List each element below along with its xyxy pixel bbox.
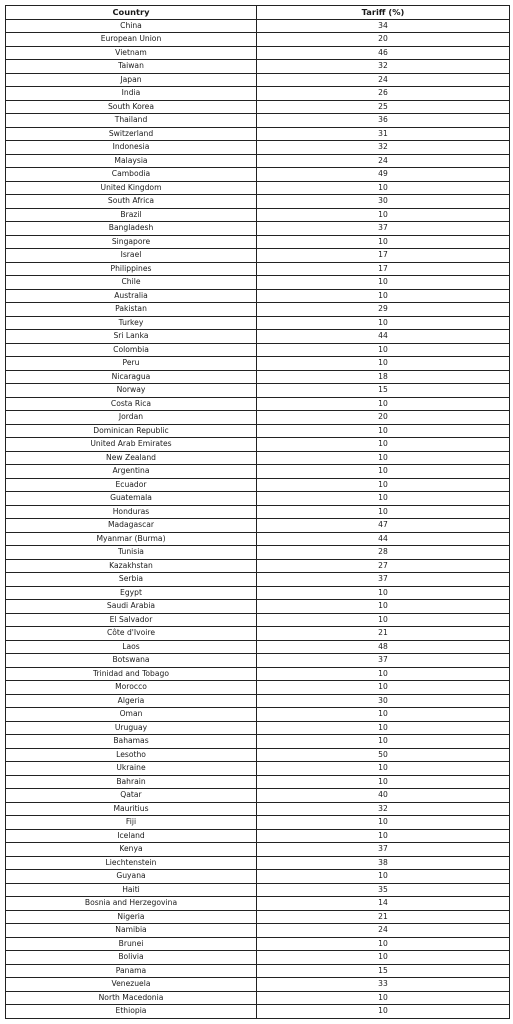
country-cell: Fiji [6,816,257,830]
table-row [6,532,510,546]
country-cell: Ukraine [6,762,257,776]
table-row [6,667,510,681]
country-cell: Mauritius [6,802,257,816]
table-row [6,451,510,465]
tariff-cell: 15 [257,384,510,398]
country-cell: Chile [6,276,257,290]
table-row [6,492,510,506]
tariff-cell: 10 [257,181,510,195]
tariff-cell: 29 [257,303,510,317]
table-row [6,829,510,843]
tariff-cell: 47 [257,519,510,533]
table-row [6,721,510,735]
tariff-cell: 17 [257,262,510,276]
tariff-cell: 28 [257,546,510,560]
country-cell: Thailand [6,114,257,128]
tariff-cell: 10 [257,816,510,830]
tariff-cell: 10 [257,235,510,249]
table-row [6,303,510,317]
table-header [6,6,510,20]
table-row [6,154,510,168]
country-cell: Kazakhstan [6,559,257,573]
country-cell: Japan [6,73,257,87]
tariff-cell: 20 [257,411,510,425]
tariff-cell: 40 [257,789,510,803]
table-row [6,249,510,263]
country-cell: Bangladesh [6,222,257,236]
country-cell: Turkey [6,316,257,330]
tariff-cell: 10 [257,343,510,357]
table-row [6,897,510,911]
country-cell: Morocco [6,681,257,695]
table-row [6,600,510,614]
tariff-cell: 10 [257,951,510,965]
table-row [6,856,510,870]
country-cell: Trinidad and Tobago [6,667,257,681]
country-cell: China [6,19,257,33]
tariff-cell: 20 [257,33,510,47]
tariff-cell: 10 [257,991,510,1005]
tariff-cell: 26 [257,87,510,101]
tariff-table [5,5,510,1019]
tariff-cell: 30 [257,195,510,209]
country-cell: Costa Rica [6,397,257,411]
table-row [6,1005,510,1019]
country-cell: Botswana [6,654,257,668]
table-row [6,910,510,924]
table-row [6,330,510,344]
country-cell: Peru [6,357,257,371]
country-cell: Malaysia [6,154,257,168]
table-row [6,276,510,290]
country-cell: New Zealand [6,451,257,465]
country-cell: Haiti [6,883,257,897]
tariff-cell: 10 [257,438,510,452]
table-row [6,19,510,33]
country-cell: Qatar [6,789,257,803]
header-row [6,6,510,20]
tariff-cell: 10 [257,1005,510,1019]
tariff-cell: 10 [257,397,510,411]
tariff-cell: 18 [257,370,510,384]
table-row [6,370,510,384]
tariff-cell: 10 [257,667,510,681]
tariff-cell: 10 [257,613,510,627]
tariff-cell: 30 [257,694,510,708]
tariff-cell: 32 [257,60,510,74]
country-cell: Madagascar [6,519,257,533]
table-row [6,424,510,438]
country-cell: Argentina [6,465,257,479]
country-cell: Nigeria [6,910,257,924]
tariff-cell: 10 [257,829,510,843]
country-cell: Nicaragua [6,370,257,384]
country-cell: United Kingdom [6,181,257,195]
table-row [6,978,510,992]
table-row [6,654,510,668]
table-row [6,505,510,519]
table-row [6,775,510,789]
table-row [6,586,510,600]
country-cell: Uruguay [6,721,257,735]
tariff-cell: 24 [257,154,510,168]
country-cell: Serbia [6,573,257,587]
country-cell: Venezuela [6,978,257,992]
table-row [6,316,510,330]
tariff-cell: 10 [257,276,510,290]
table-row [6,735,510,749]
table-row [6,613,510,627]
tariff-cell: 10 [257,870,510,884]
tariff-cell: 10 [257,208,510,222]
table-row [6,559,510,573]
country-cell: Dominican Republic [6,424,257,438]
table-row [6,343,510,357]
country-cell: Bosnia and Herzegovina [6,897,257,911]
tariff-cell: 31 [257,127,510,141]
country-cell: Brunei [6,937,257,951]
table-row [6,681,510,695]
table-row [6,694,510,708]
tariff-cell: 10 [257,708,510,722]
table-row [6,100,510,114]
tariff-cell: 10 [257,478,510,492]
country-cell: European Union [6,33,257,47]
table-row [6,627,510,641]
country-cell: Jordan [6,411,257,425]
tariff-cell: 38 [257,856,510,870]
country-cell: Saudi Arabia [6,600,257,614]
table-row [6,519,510,533]
table-row [6,46,510,60]
tariff-cell: 10 [257,937,510,951]
table-row [6,802,510,816]
tariff-cell: 10 [257,451,510,465]
tariff-cell: 25 [257,100,510,114]
tariff-cell: 10 [257,681,510,695]
country-cell: Pakistan [6,303,257,317]
country-cell: Sri Lanka [6,330,257,344]
tariff-cell: 24 [257,924,510,938]
tariff-cell: 37 [257,573,510,587]
table-row [6,883,510,897]
tariff-cell: 10 [257,586,510,600]
country-cell: Oman [6,708,257,722]
country-cell: Kenya [6,843,257,857]
country-cell: India [6,87,257,101]
tariff-cell: 10 [257,505,510,519]
tariff-cell: 10 [257,316,510,330]
table-row [6,235,510,249]
table-row [6,60,510,74]
table-row [6,762,510,776]
country-cell: Bahamas [6,735,257,749]
tariff-cell: 10 [257,735,510,749]
country-cell: Myanmar (Burma) [6,532,257,546]
country-cell: Bahrain [6,775,257,789]
table-row [6,289,510,303]
tariff-cell: 35 [257,883,510,897]
country-cell: Panama [6,964,257,978]
country-cell: Bolivia [6,951,257,965]
table-row [6,789,510,803]
header-tariff: Tariff (%) [257,6,510,20]
tariff-table-container [5,5,509,1019]
tariff-cell: 10 [257,762,510,776]
table-row [6,937,510,951]
tariff-cell: 48 [257,640,510,654]
country-cell: Egypt [6,586,257,600]
table-row [6,181,510,195]
tariff-cell: 10 [257,775,510,789]
header-country: Country [6,6,257,20]
tariff-cell: 10 [257,600,510,614]
table-row [6,573,510,587]
country-cell: Philippines [6,262,257,276]
table-row [6,222,510,236]
country-cell: El Salvador [6,613,257,627]
tariff-cell: 10 [257,465,510,479]
tariff-cell: 14 [257,897,510,911]
tariff-cell: 17 [257,249,510,263]
country-cell: Israel [6,249,257,263]
tariff-cell: 32 [257,802,510,816]
tariff-cell: 10 [257,492,510,506]
table-row [6,73,510,87]
tariff-cell: 33 [257,978,510,992]
table-row [6,87,510,101]
table-row [6,397,510,411]
country-cell: South Korea [6,100,257,114]
country-cell: Honduras [6,505,257,519]
country-cell: Colombia [6,343,257,357]
table-row [6,465,510,479]
country-cell: Namibia [6,924,257,938]
tariff-cell: 24 [257,73,510,87]
country-cell: Guyana [6,870,257,884]
tariff-cell: 15 [257,964,510,978]
table-row [6,964,510,978]
tariff-cell: 37 [257,654,510,668]
tariff-cell: 10 [257,357,510,371]
country-cell: Algeria [6,694,257,708]
table-row [6,843,510,857]
table-row [6,195,510,209]
table-row [6,870,510,884]
country-cell: Cambodia [6,168,257,182]
table-row [6,816,510,830]
table-row [6,262,510,276]
country-cell: Tunisia [6,546,257,560]
tariff-cell: 21 [257,627,510,641]
country-cell: Ecuador [6,478,257,492]
table-row [6,708,510,722]
country-cell: Singapore [6,235,257,249]
table-row [6,208,510,222]
table-row [6,127,510,141]
country-cell: Brazil [6,208,257,222]
table-row [6,951,510,965]
table-row [6,546,510,560]
tariff-cell: 21 [257,910,510,924]
tariff-cell: 34 [257,19,510,33]
tariff-cell: 36 [257,114,510,128]
country-cell: Ethiopia [6,1005,257,1019]
country-cell: Liechtenstein [6,856,257,870]
country-cell: Norway [6,384,257,398]
table-row [6,357,510,371]
table-row [6,33,510,47]
table-row [6,141,510,155]
country-cell: Taiwan [6,60,257,74]
table-row [6,748,510,762]
table-row [6,991,510,1005]
tariff-cell: 10 [257,424,510,438]
country-cell: Switzerland [6,127,257,141]
tariff-cell: 10 [257,289,510,303]
country-cell: Côte d'Ivoire [6,627,257,641]
table-row [6,438,510,452]
country-cell: Iceland [6,829,257,843]
table-row [6,114,510,128]
table-row [6,478,510,492]
table-row [6,384,510,398]
tariff-cell: 32 [257,141,510,155]
tariff-cell: 37 [257,222,510,236]
table-body [6,19,510,1018]
table-row [6,924,510,938]
tariff-cell: 46 [257,46,510,60]
country-cell: Laos [6,640,257,654]
country-cell: North Macedonia [6,991,257,1005]
tariff-cell: 37 [257,843,510,857]
table-row [6,640,510,654]
table-row [6,411,510,425]
table-row [6,168,510,182]
tariff-cell: 49 [257,168,510,182]
tariff-cell: 27 [257,559,510,573]
country-cell: United Arab Emirates [6,438,257,452]
tariff-cell: 10 [257,721,510,735]
country-cell: Lesotho [6,748,257,762]
country-cell: South Africa [6,195,257,209]
country-cell: Vietnam [6,46,257,60]
tariff-cell: 44 [257,532,510,546]
tariff-cell: 44 [257,330,510,344]
country-cell: Australia [6,289,257,303]
country-cell: Guatemala [6,492,257,506]
country-cell: Indonesia [6,141,257,155]
tariff-cell: 50 [257,748,510,762]
